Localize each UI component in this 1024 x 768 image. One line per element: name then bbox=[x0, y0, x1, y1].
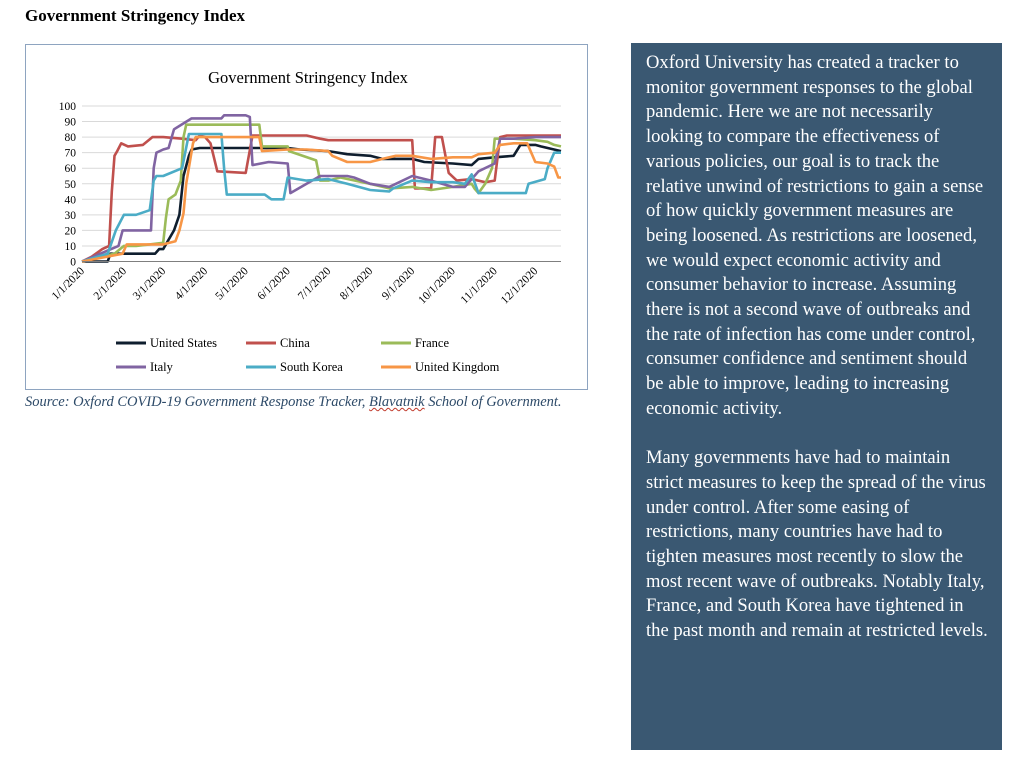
source-note bbox=[25, 393, 585, 412]
x-tick-label: 7/1/2020 bbox=[295, 265, 334, 303]
x-tick-label: 2/1/2020 bbox=[91, 265, 130, 303]
x-tick-label: 10/1/2020 bbox=[416, 265, 458, 307]
source-text-underlined: Blavatnik bbox=[369, 394, 425, 410]
x-tick-label: 11/1/2020 bbox=[458, 265, 500, 307]
y-tick-label: 20 bbox=[64, 225, 76, 238]
commentary-paragraph-2: Many governments have had to maintain strict measures to keep the spread of the virus under control. After some easing of restrictions, many countries have had to tighten measures most recently to slow the most recent wave of outbreaks. Notably Italy, France, and South Korea have tightened in the past month and remain at restricted levels. bbox=[646, 447, 988, 642]
y-tick-label: 100 bbox=[58, 101, 76, 113]
y-tick-label: 90 bbox=[64, 116, 76, 129]
x-tick-label: 4/1/2020 bbox=[172, 265, 211, 303]
chart-frame bbox=[25, 44, 588, 390]
y-tick-label: 70 bbox=[64, 147, 76, 160]
x-tick-label: 1/1/2020 bbox=[49, 265, 88, 303]
y-tick-label: 80 bbox=[64, 132, 76, 145]
page-title: Government Stringency Index bbox=[25, 6, 246, 25]
y-tick-label: 60 bbox=[64, 163, 76, 176]
legend-label-south-korea: South Korea bbox=[280, 360, 343, 374]
chart-title: Government Stringency Index bbox=[208, 68, 408, 87]
x-axis-ticks bbox=[50, 265, 541, 307]
x-tick-label: 3/1/2020 bbox=[130, 265, 169, 303]
commentary-paragraph-1: Oxford University has created a tracker to monitor government responses to the global pandemic. Here we are not necessarily looking to compare the effectiveness of various policies, our goal is to track the relative unwind of restrictions to gain a sense of how quickly government measures are being loosened. As restrictions are loosened, we would expect economic activity and consumer behavior to increase. Assuming there is not a second wave of outbreaks and the rate of infection has come under control, consumer confidence and sentiment should be able to improve, leading to increasing economic activity. bbox=[646, 52, 984, 419]
legend-label-italy: Italy bbox=[150, 360, 173, 374]
y-tick-label: 10 bbox=[64, 240, 76, 253]
x-tick-label: 6/1/2020 bbox=[255, 265, 293, 303]
legend-label-united-states: United States bbox=[150, 336, 218, 350]
y-axis-ticks bbox=[59, 101, 77, 269]
legend-label-france: France bbox=[415, 336, 450, 350]
x-tick-label: 12/1/2020 bbox=[498, 265, 541, 307]
legend bbox=[116, 336, 500, 374]
source-text-end: School of Government. bbox=[424, 394, 562, 410]
x-tick-label: 9/1/2020 bbox=[379, 265, 418, 303]
y-tick-label: 50 bbox=[64, 178, 76, 191]
x-tick-label: 5/1/2020 bbox=[213, 265, 251, 303]
source-text-start: Source: Oxford COVID-19 Government Response Tracker, bbox=[25, 394, 370, 410]
y-tick-label: 40 bbox=[64, 194, 76, 207]
y-tick-label: 30 bbox=[64, 209, 76, 222]
x-tick-label: 8/1/2020 bbox=[337, 265, 376, 303]
legend-label-united-kingdom: United Kingdom bbox=[415, 360, 500, 374]
stringency-chart bbox=[26, 45, 586, 388]
commentary-panel bbox=[631, 43, 1002, 750]
y-tick-label: 0 bbox=[70, 256, 76, 269]
legend-label-china: China bbox=[280, 336, 310, 350]
